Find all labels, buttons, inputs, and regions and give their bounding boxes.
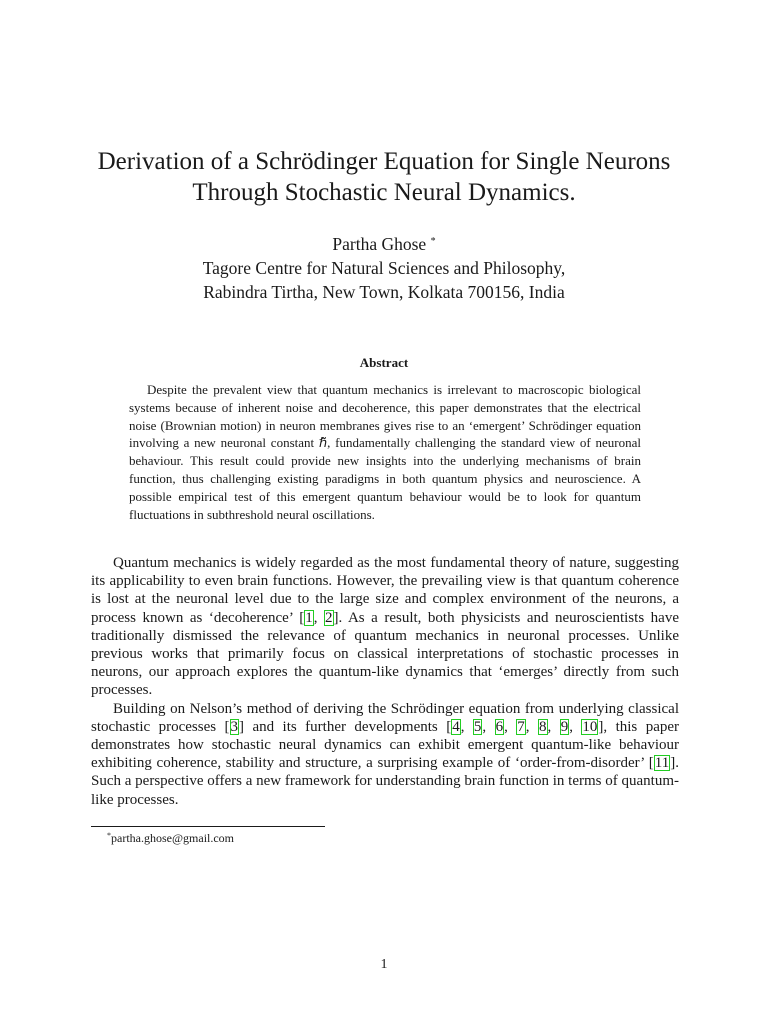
cite-separator: , bbox=[460, 718, 473, 735]
p2-text-a: Building on Nelson’s method of deriving the Schrödinger equation from underlying classical stochastic processes [ bbox=[91, 700, 679, 735]
author-line bbox=[60, 230, 708, 256]
affiliation-line-2: Rabindra Tirtha, New Town, Kolkata 700156, India bbox=[203, 282, 565, 302]
cite-separator: , bbox=[547, 718, 560, 735]
author-block bbox=[60, 230, 708, 304]
p2-text-c: ], this paper demonstrates how stochastic neural dynamics can exhibit emergent quantum-like behaviour exhibiting coherence, stability and structure, a surprising example of ‘order-from-disorder’ [ bbox=[91, 718, 680, 772]
cite-separator: , bbox=[525, 718, 538, 735]
title-line-2: Through Stochastic Neural Dynamics. bbox=[192, 179, 576, 206]
author-footnote-mark: * bbox=[430, 236, 436, 247]
citation-link-11[interactable]: 11 bbox=[654, 755, 670, 772]
p2-text-b: ] and its further developments [ bbox=[239, 718, 452, 735]
abstract-heading: Abstract bbox=[359, 355, 409, 370]
citation-link-9[interactable]: 9 bbox=[560, 718, 569, 735]
citation-link-7[interactable]: 7 bbox=[517, 718, 525, 735]
citation-link-10[interactable]: 10 bbox=[582, 718, 598, 735]
title-line-1: Derivation of a Schrödinger Equation for Single Neurons bbox=[97, 148, 671, 175]
p1-text-b: ]. As a result, both physicists and neuroscientists have traditionally dismissed the relevance of quantum mechanics in neuronal processes. Unlike previous works that primarily focus on classical interpretations of stochastic processes in neurons, our approach explores the quantum-like dynamics that ‘emerges’ directly from such processes. bbox=[91, 609, 679, 699]
cite-separator: , bbox=[569, 718, 582, 735]
footnote bbox=[107, 829, 234, 845]
page-number: 1 bbox=[380, 957, 388, 972]
body-text bbox=[91, 554, 679, 809]
citation-link-4[interactable]: 4 bbox=[452, 718, 460, 735]
citation-link-5[interactable]: 5 bbox=[473, 718, 482, 735]
citation-link-8[interactable]: 8 bbox=[539, 718, 547, 735]
citation-link-6[interactable]: 6 bbox=[495, 718, 504, 735]
footnote-divider bbox=[91, 826, 325, 827]
citation-link-1[interactable]: 1 bbox=[305, 609, 313, 626]
cite-separator: , bbox=[482, 718, 495, 735]
p1-text-a: Quantum mechanics is widely regarded as the most fundamental theory of nature, suggesting its applicability to even brain functions. However, the prevailing view is that quantum coherence is lost at the neuronal level due to the large size and complex environment of the neurons, a process known as ‘decoherence’ [ bbox=[91, 555, 679, 626]
footnote-mark: * bbox=[107, 831, 111, 840]
p2-text-d: ]. Such a perspective offers a new framework for understanding brain function in terms of quantum-like processes. bbox=[91, 755, 679, 808]
footnote-email: partha.ghose@gmail.com bbox=[111, 831, 235, 845]
citation-link-3[interactable]: 3 bbox=[230, 718, 239, 735]
body-paragraph-1 bbox=[91, 554, 679, 700]
affiliation-line-1: Tagore Centre for Natural Sciences and Philosophy, bbox=[202, 258, 566, 278]
abstract-text: Despite the prevalent view that quantum mechanics is irrelevant to macroscopic biological systems because of inherent noise and decoherence, this paper demonstrates that the electrical noise (Brownian motion) in neuron membranes gives rise to an ‘emergent’ Schrödinger equation involving a new neuronal constant ℏ̃, fundamentally challenging the standard view of neuronal behaviour. This result could provide new insights into the underlying mechanisms of brain function, thus challenging existing paradigms in both quantum physics and neuroscience. A possible empirical test of this emergent quantum behaviour would be to look for quantum fluctuations in subthreshold neural oscillations. bbox=[129, 382, 641, 522]
citation-link-2[interactable]: 2 bbox=[325, 609, 333, 626]
paper-title bbox=[60, 146, 708, 208]
author-name: Partha Ghose bbox=[332, 234, 427, 254]
cite-separator: , bbox=[504, 718, 517, 735]
cite-separator: , bbox=[313, 609, 325, 626]
body-paragraph-2 bbox=[91, 700, 679, 809]
